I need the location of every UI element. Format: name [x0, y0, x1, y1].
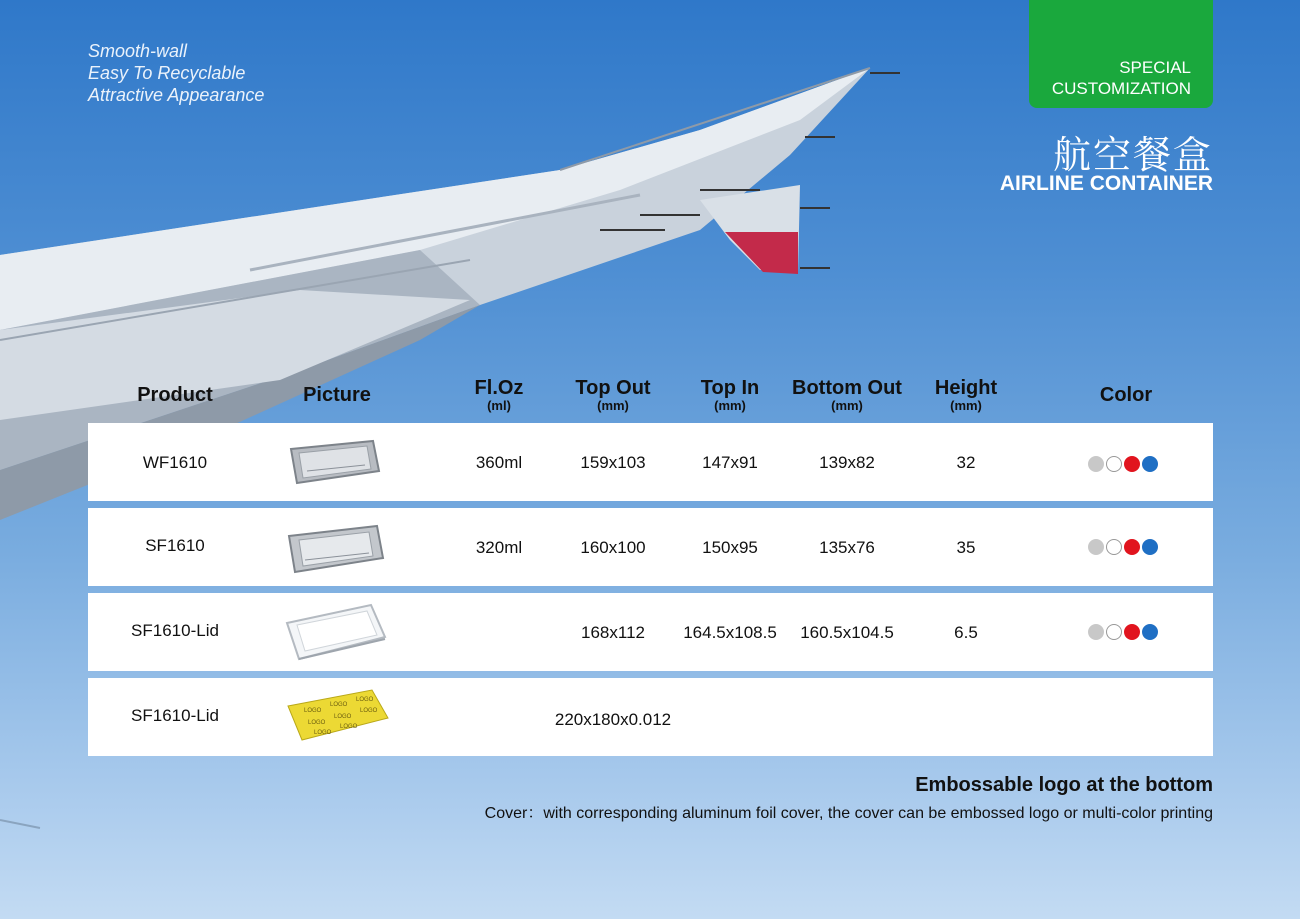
table-row	[88, 593, 1213, 671]
top-out-value: 160x100	[580, 538, 646, 557]
color-swatch-red	[1124, 624, 1140, 640]
header-height-unit: (mm)	[950, 398, 982, 413]
svg-text:LOGO: LOGO	[356, 697, 374, 703]
color-swatch-white	[1106, 456, 1122, 472]
feature-item: Attractive Appearance	[88, 85, 265, 105]
color-swatch-white	[1106, 539, 1122, 555]
top-out-value: 159x103	[580, 453, 646, 472]
feature-item: Easy To Recyclable	[88, 63, 246, 83]
svg-text:LOGO: LOGO	[360, 708, 378, 714]
bottom-out-value: 160.5x104.5	[800, 623, 894, 642]
header-color: Color	[1099, 384, 1153, 406]
height-value: 6.5	[954, 623, 978, 642]
header-top-out-label: Top Out	[575, 377, 651, 399]
table-row	[88, 678, 1213, 756]
color-swatch-grey	[1088, 539, 1104, 555]
color-swatches	[1088, 539, 1158, 555]
product-name: SF1610-Lid	[131, 706, 219, 725]
color-swatch-blue	[1142, 456, 1158, 472]
badge-line-1: SPECIAL	[1119, 58, 1191, 77]
table-row	[88, 508, 1213, 586]
header-height	[886, 377, 1046, 412]
header-product: Product	[137, 384, 213, 406]
color-swatch-grey	[1088, 624, 1104, 640]
page-title-chinese: 航空餐盒	[1052, 133, 1213, 177]
height-value: 32	[956, 453, 976, 472]
svg-text:LOGO: LOGO	[308, 720, 326, 726]
plastic-lid-icon	[283, 599, 388, 663]
header-picture: Picture	[303, 384, 371, 406]
color-swatch-blue	[1142, 624, 1158, 640]
floz-value: 320ml	[475, 538, 523, 557]
product-name: SF1610	[145, 536, 205, 555]
color-swatches	[1088, 624, 1158, 640]
aluminum-tray-icon	[283, 431, 383, 491]
color-swatch-white	[1106, 624, 1122, 640]
top-in-value: 164.5x108.5	[683, 623, 777, 642]
top-in-value: 147x91	[702, 453, 758, 472]
size-value: 220x180x0.012	[554, 710, 672, 729]
color-swatch-red	[1124, 539, 1140, 555]
header-bottom-out-label: Bottom Out	[792, 377, 902, 399]
svg-text:LOGO: LOGO	[340, 724, 358, 730]
svg-text:LOGO: LOGO	[334, 714, 352, 720]
header-top-in-label: Top In	[700, 377, 760, 399]
product-name: SF1610-Lid	[131, 621, 219, 640]
note-text: Cover：with corresponding aluminum foil cover, the cover can be embossed logo or multi-color printing	[484, 805, 1213, 822]
header-bottom-out-unit: (mm)	[831, 398, 863, 413]
note-title: Embossable logo at the bottom	[915, 774, 1213, 796]
foil-cover-icon	[286, 688, 390, 748]
header-floz-unit: (ml)	[487, 398, 511, 413]
color-swatches	[1088, 456, 1158, 472]
table-row	[88, 423, 1213, 501]
color-swatch-grey	[1088, 456, 1104, 472]
header-height-label: Height	[934, 377, 998, 399]
top-in-value: 150x95	[702, 538, 758, 557]
color-swatch-red	[1124, 456, 1140, 472]
header-top-out-unit: (mm)	[597, 398, 629, 413]
special-customization-badge	[1029, 0, 1213, 108]
top-out-value: 168x112	[581, 623, 645, 642]
floz-value: 360ml	[475, 453, 523, 472]
badge-line-2: CUSTOMIZATION	[1051, 79, 1191, 98]
svg-text:LOGO: LOGO	[314, 730, 332, 736]
header-floz-label: Fl.Oz	[474, 377, 524, 399]
feature-list	[88, 40, 264, 106]
feature-item: Smooth-wall	[88, 41, 188, 61]
svg-text:LOGO: LOGO	[304, 708, 322, 714]
bottom-out-value: 139x82	[819, 453, 875, 472]
product-name: WF1610	[142, 453, 208, 472]
header-top-in-unit: (mm)	[714, 398, 746, 413]
color-swatch-blue	[1142, 539, 1158, 555]
svg-text:LOGO: LOGO	[330, 702, 348, 708]
page-title: AIRLINE CONTAINER	[999, 172, 1213, 195]
bottom-out-value: 135x76	[819, 538, 875, 557]
height-value: 35	[956, 538, 976, 557]
aluminum-tray-icon	[283, 516, 388, 578]
